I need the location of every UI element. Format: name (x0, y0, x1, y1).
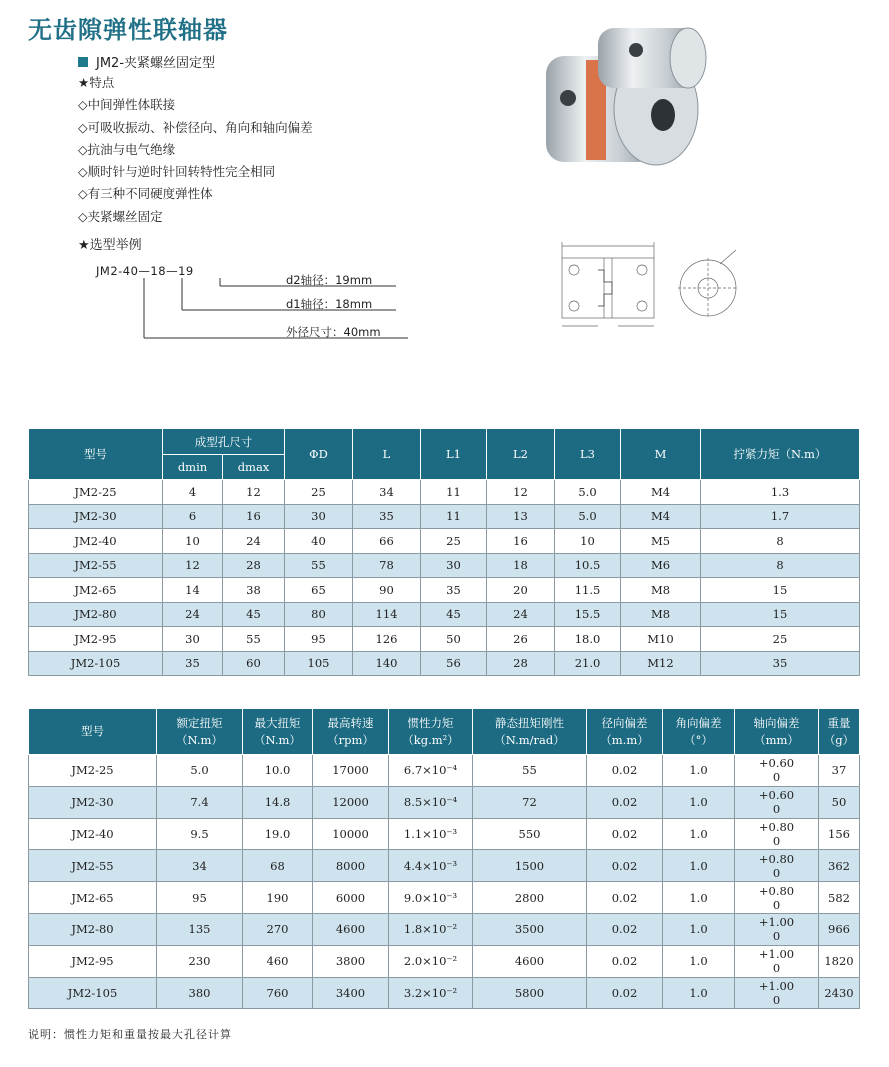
features-title: ★特点 (78, 75, 115, 90)
table-row: JM2-80 24 45 80 114 45 24 15.5 M8 15 (29, 602, 860, 627)
table-row: JM2-40 9.5 19.0 10000 1.1×10⁻³ 550 0.02 1.0 +0.80 0 156 (29, 818, 860, 850)
table-row: JM2-55 34 68 8000 4.4×10⁻³ 1500 0.02 1.0 +0.80 0 362 (29, 850, 860, 882)
page-title: 无齿隙弹性联轴器 (28, 16, 228, 44)
feature-item: ◇夹紧螺丝固定 (78, 208, 163, 224)
col-header-axial: 轴向偏差 （mm） (735, 709, 819, 755)
col-header-weight: 重量 （g） (819, 709, 860, 755)
feature-item: ◇可吸收振动、补偿径向、角向和轴向偏差 (78, 119, 313, 135)
dimension-drawing (548, 236, 748, 332)
table-row: JM2-95 230 460 3800 2.0×10⁻² 4600 0.02 1.0 +1.00 0 1820 (29, 945, 860, 977)
features-list (78, 72, 313, 228)
col-header-L2: L2 (487, 429, 555, 480)
col-header-model: 型号 (29, 709, 157, 755)
col-header-angular: 角向偏差 （°） (663, 709, 735, 755)
table-row: JM2-80 135 270 4600 1.8×10⁻² 3500 0.02 1.0 +1.00 0 966 (29, 913, 860, 945)
table-row: JM2-40 10 24 40 66 25 16 10 M5 8 (29, 529, 860, 554)
subtitle-text: JM2-夹紧螺丝固定型 (96, 56, 216, 71)
table-row: JM2-25 4 12 25 34 11 12 5.0 M4 1.3 (29, 480, 860, 505)
col-header-D: ΦD (285, 429, 353, 480)
product-subtitle (78, 52, 215, 71)
feature-item: ◇顺时针与逆时针回转特性完全相同 (78, 164, 276, 180)
col-header-inertia: 惯性力矩 （kg.m²） (389, 709, 473, 755)
col-header-M: M (621, 429, 701, 480)
square-bullet-icon (78, 57, 88, 67)
col-header-radial: 径向偏差 （m.m） (587, 709, 663, 755)
col-header-stiffness: 静态扭矩刚性 （N.m/rad） (473, 709, 587, 755)
col-header-max-torque: 最大扭矩 （N.m） (243, 709, 313, 755)
col-header-bore: 成型孔尺寸 (163, 429, 285, 455)
col-header-torque: 拧紧力矩（N.m） (701, 429, 860, 480)
table-row: JM2-65 95 190 6000 9.0×10⁻³ 2800 0.02 1.0 +0.80 0 582 (29, 882, 860, 914)
feature-item: ◇中间弹性体联接 (78, 97, 176, 113)
dimension-table (28, 428, 860, 676)
d2-label: d2轴径：19mm (286, 273, 373, 287)
table-row: JM2-55 12 28 55 78 30 18 10.5 M6 8 (29, 553, 860, 578)
feature-item: ◇有三种不同硬度弹性体 (78, 186, 213, 202)
feature-item: ◇抗油与电气绝缘 (78, 141, 176, 157)
selection-title: ★选型举例 (78, 238, 142, 253)
table-row: JM2-95 30 55 95 126 50 26 18.0 M10 25 (29, 627, 860, 652)
outer-label: 外径尺寸：40mm (286, 325, 381, 339)
selection-example (86, 262, 416, 352)
col-header-dmax: dmax (223, 455, 285, 480)
d1-label: d1轴径：18mm (286, 297, 373, 311)
table-row: JM2-25 5.0 10.0 17000 6.7×10⁻⁴ 55 0.02 1.0 +0.60 0 37 (29, 755, 860, 787)
col-header-L3: L3 (555, 429, 621, 480)
table-row: JM2-65 14 38 65 90 35 20 11.5 M8 15 (29, 578, 860, 603)
col-header-rated-torque: 额定扭矩 （N.m） (157, 709, 243, 755)
col-header-max-speed: 最高转速 （rpm） (313, 709, 389, 755)
table-row: JM2-105 35 60 105 140 56 28 21.0 M12 35 (29, 651, 860, 676)
table-row: JM2-30 7.4 14.8 12000 8.5×10⁻⁴ 72 0.02 1.0 +0.60 0 50 (29, 786, 860, 818)
col-header-model: 型号 (29, 429, 163, 480)
performance-table (28, 708, 860, 1009)
footnote: 说明：惯性力矩和重量按最大孔径计算 (28, 1028, 232, 1041)
col-header-dmin: dmin (163, 455, 223, 480)
table-row: JM2-30 6 16 30 35 11 13 5.0 M4 1.7 (29, 504, 860, 529)
example-code: JM2-40—18—19 (96, 264, 194, 278)
col-header-L1: L1 (421, 429, 487, 480)
col-header-L: L (353, 429, 421, 480)
coupling-photo (528, 20, 708, 175)
table-row: JM2-105 380 760 3400 3.2×10⁻² 5800 0.02 1.0 +1.00 0 2430 (29, 977, 860, 1009)
